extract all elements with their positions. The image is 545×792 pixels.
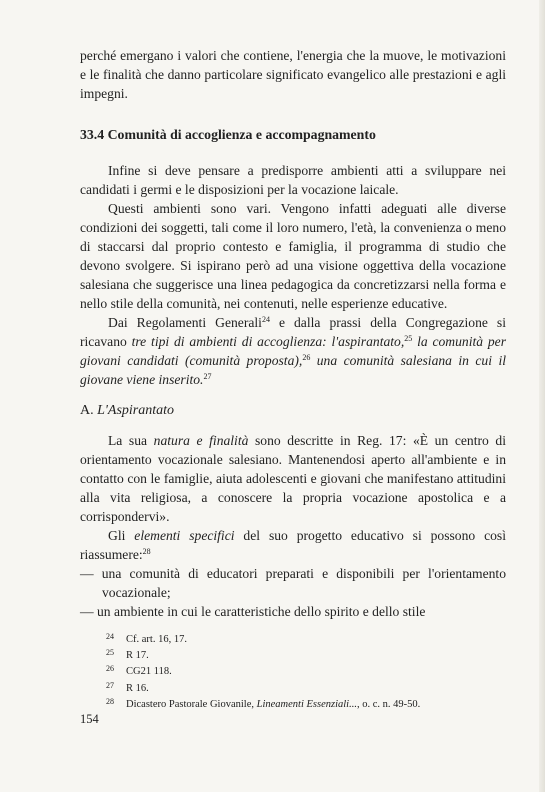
- page-number: 154: [80, 712, 99, 726]
- subsection-letter: A.: [80, 403, 98, 418]
- bullet-item: — una comunità di educatori preparati e disponibili per l'orientamento vocazionale;: [80, 566, 506, 600]
- footnote-ref-28: 28: [142, 547, 151, 556]
- p5-text-b: sono descritte in Reg. 17: «È un centro di orientamento vocazionale salesiano. Mantenendosi aperto all'ambiente e in contatto con le famiglie, aiuta adolescenti e giovani che manifestano attitudini alla vita religiosa, a conoscere la propria vocazione apostolica e a corrispondervi».: [80, 433, 506, 524]
- section-heading: 33.4 Comunità di accoglienza e accompagnamento: [80, 127, 376, 142]
- footnote-28: [106, 695, 506, 711]
- footnote-text-b: , o. c. n. 49-50.: [356, 698, 421, 710]
- footnote-ref-27: 27: [203, 372, 212, 381]
- footnote-text: R 16.: [126, 682, 149, 694]
- footnote-text-a: Dicastero Pastorale Giovanile,: [126, 698, 257, 710]
- paragraph-4: [80, 313, 506, 389]
- footnote-text: Cf. art. 16, 17.: [126, 634, 187, 645]
- footnote-ref-25: 25: [404, 334, 413, 343]
- p6-text-a: Gli: [108, 528, 135, 543]
- paragraph-2: Infine si deve pensare a predisporre ambienti atti a sviluppare nei candidati i germi e le disposizioni per la vocazione laicale.: [80, 163, 506, 197]
- footnote-number: 28: [106, 696, 114, 706]
- paragraph-1: perché emergano i valori che contiene, l'energia che la muove, le motivazioni e le finalità che danno particolare significato evangelico alle prestazioni e agli impegni.: [80, 48, 506, 101]
- footnote-text: R 17.: [126, 650, 149, 662]
- footnote-text: CG21 118.: [126, 666, 172, 678]
- footnote-number: 24: [106, 632, 114, 641]
- p4-italic-3: una comunità salesiana in cui il giovane viene inserito.: [80, 353, 506, 387]
- p4-text-a: Dai Regolamenti Generali: [108, 315, 262, 330]
- bullet-item: — un ambiente in cui le caratteristiche dello spirito e dello stile: [80, 604, 426, 619]
- subsection-heading: [80, 403, 506, 419]
- paragraph-3: Questi ambienti sono vari. Vengono infatti adeguati alle diverse condizioni dei soggetti, tali come il loro numero, l'età, la convenienza o meno di staccarsi dal proprio contesto e famiglia, il programma di studio che devono svolgere. Si ispirano però ad una visione oggettiva della vocazione salesiana che suggerisce una linea pedagogica da concretizzarsi nella forma e nello stile della comunità, nei contenuti, nelle esperienze educative.: [80, 201, 506, 311]
- p6-italic: elementi specifici: [134, 528, 235, 543]
- p4-italic-2: la comunità per giovani candidati (comunità proposta),: [80, 334, 507, 368]
- footnote-number: 26: [106, 664, 114, 674]
- p5-italic: natura e finalità: [153, 433, 249, 448]
- footnotes: [106, 630, 506, 711]
- footnote-ref-24: 24: [261, 315, 270, 324]
- footnote-24: [106, 630, 506, 646]
- p6-text-b: del suo progetto educativo si possono così riassumere:: [80, 528, 506, 562]
- footnote-text-italic: Lineamenti Essenziali...: [256, 698, 357, 710]
- paragraph-5: [80, 431, 506, 526]
- body-text: [80, 46, 506, 621]
- footnote-26: [106, 662, 506, 678]
- footnote-number: 27: [106, 680, 114, 690]
- footnote-ref-26: 26: [302, 353, 311, 362]
- subsection-title: L'Aspirantato: [97, 403, 175, 418]
- paragraph-6: [80, 526, 506, 564]
- footnote-number: 25: [106, 648, 114, 658]
- footnote-27: [106, 679, 506, 695]
- p4-text-b: e dalla prassi della Congregazione si ricavano: [80, 315, 507, 349]
- footnote-25: [106, 646, 506, 662]
- p5-text-a: La sua: [108, 433, 154, 448]
- p4-italic-1: tre tipi di ambienti di accoglienza: l'aspirantato,: [131, 334, 405, 349]
- page-edge: [539, 0, 545, 792]
